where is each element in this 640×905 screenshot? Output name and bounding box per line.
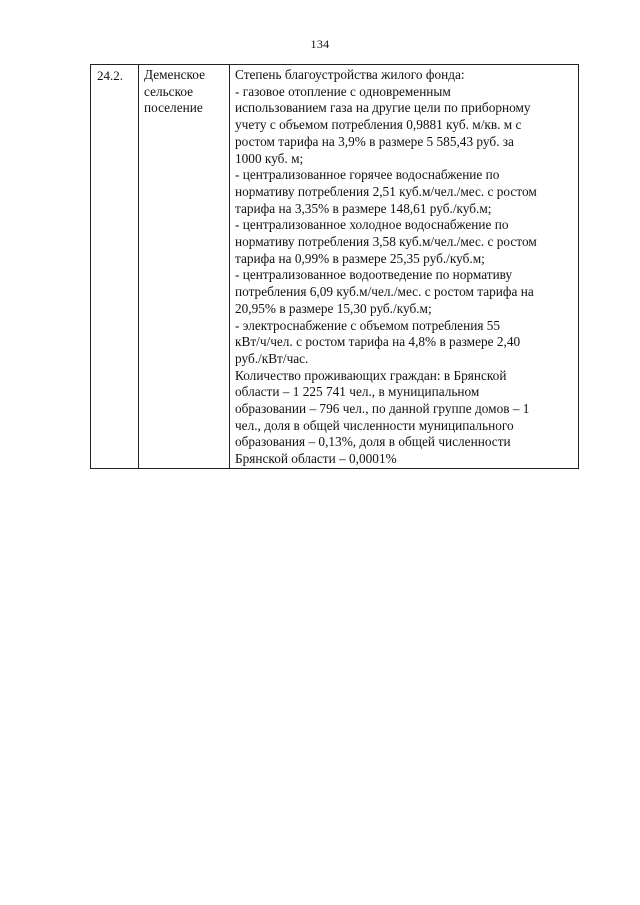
settlement-name-cell [139, 65, 230, 469]
description-line: кВт/ч/чел. с ростом тарифа на 4,8% в размере 2,40 [235, 334, 521, 350]
description-line: области – 1 225 741 чел., в муниципальном [235, 384, 480, 400]
description-line: нормативу потребления 2,51 куб.м/чел./мес. с ростом [235, 183, 537, 199]
description-line: - газовое отопление с одновременным [235, 83, 451, 99]
description-line: руб./кВт/час. [235, 350, 309, 366]
settlement-name-line: поселение [144, 100, 203, 116]
description-line: - централизованное горячее водоснабжение по [235, 167, 500, 183]
description-line: нормативу потребления 3,58 куб.м/чел./мес. с ростом [235, 234, 537, 250]
data-table [90, 64, 579, 469]
description-line: учету с объемом потребления 0,9881 куб. м/кв. м с [235, 117, 522, 133]
description-line: - централизованное водоотведение по нормативу [235, 267, 513, 283]
description-line: чел., доля в общей численности муниципального [235, 417, 514, 433]
page-number: 134 [310, 37, 330, 51]
description-cell [230, 65, 579, 469]
table-row [91, 65, 579, 469]
settlement-name [139, 65, 229, 117]
description-line: Степень благоустройства жилого фонда: [235, 67, 465, 82]
description-line: тарифа на 3,35% в размере 148,61 руб./куб.м; [235, 200, 492, 216]
description-line: использованием газа на другие цели по приборному [235, 100, 531, 116]
description-line: Количество проживающих граждан: в Брянской [235, 367, 507, 383]
row-number: 24.2. [97, 68, 123, 83]
description-line: 1000 куб. м; [235, 150, 304, 166]
description-text [230, 65, 578, 468]
description-line: Брянской области – 0,0001% [235, 451, 397, 467]
row-number-cell [91, 65, 139, 469]
settlement-name-line: сельское [144, 83, 194, 99]
description-line: 20,95% в размере 15,30 руб./куб.м; [235, 300, 432, 316]
description-line: потребления 6,09 куб.м/чел./мес. с ростом тарифа на [235, 284, 534, 300]
description-line: - централизованное холодное водоснабжение по [235, 217, 509, 233]
description-line: образования – 0,13%, доля в общей численности [235, 434, 511, 450]
description-line: тарифа на 0,99% в размере 25,35 руб./куб.м; [235, 250, 485, 266]
description-line: ростом тарифа на 3,9% в размере 5 585,43 руб. за [235, 133, 514, 149]
description-line: образовании – 796 чел., по данной группе домов – 1 [235, 401, 530, 417]
settlement-name-line: Деменское [144, 67, 205, 82]
description-line: - электроснабжение с объемом потребления 55 [235, 317, 501, 333]
